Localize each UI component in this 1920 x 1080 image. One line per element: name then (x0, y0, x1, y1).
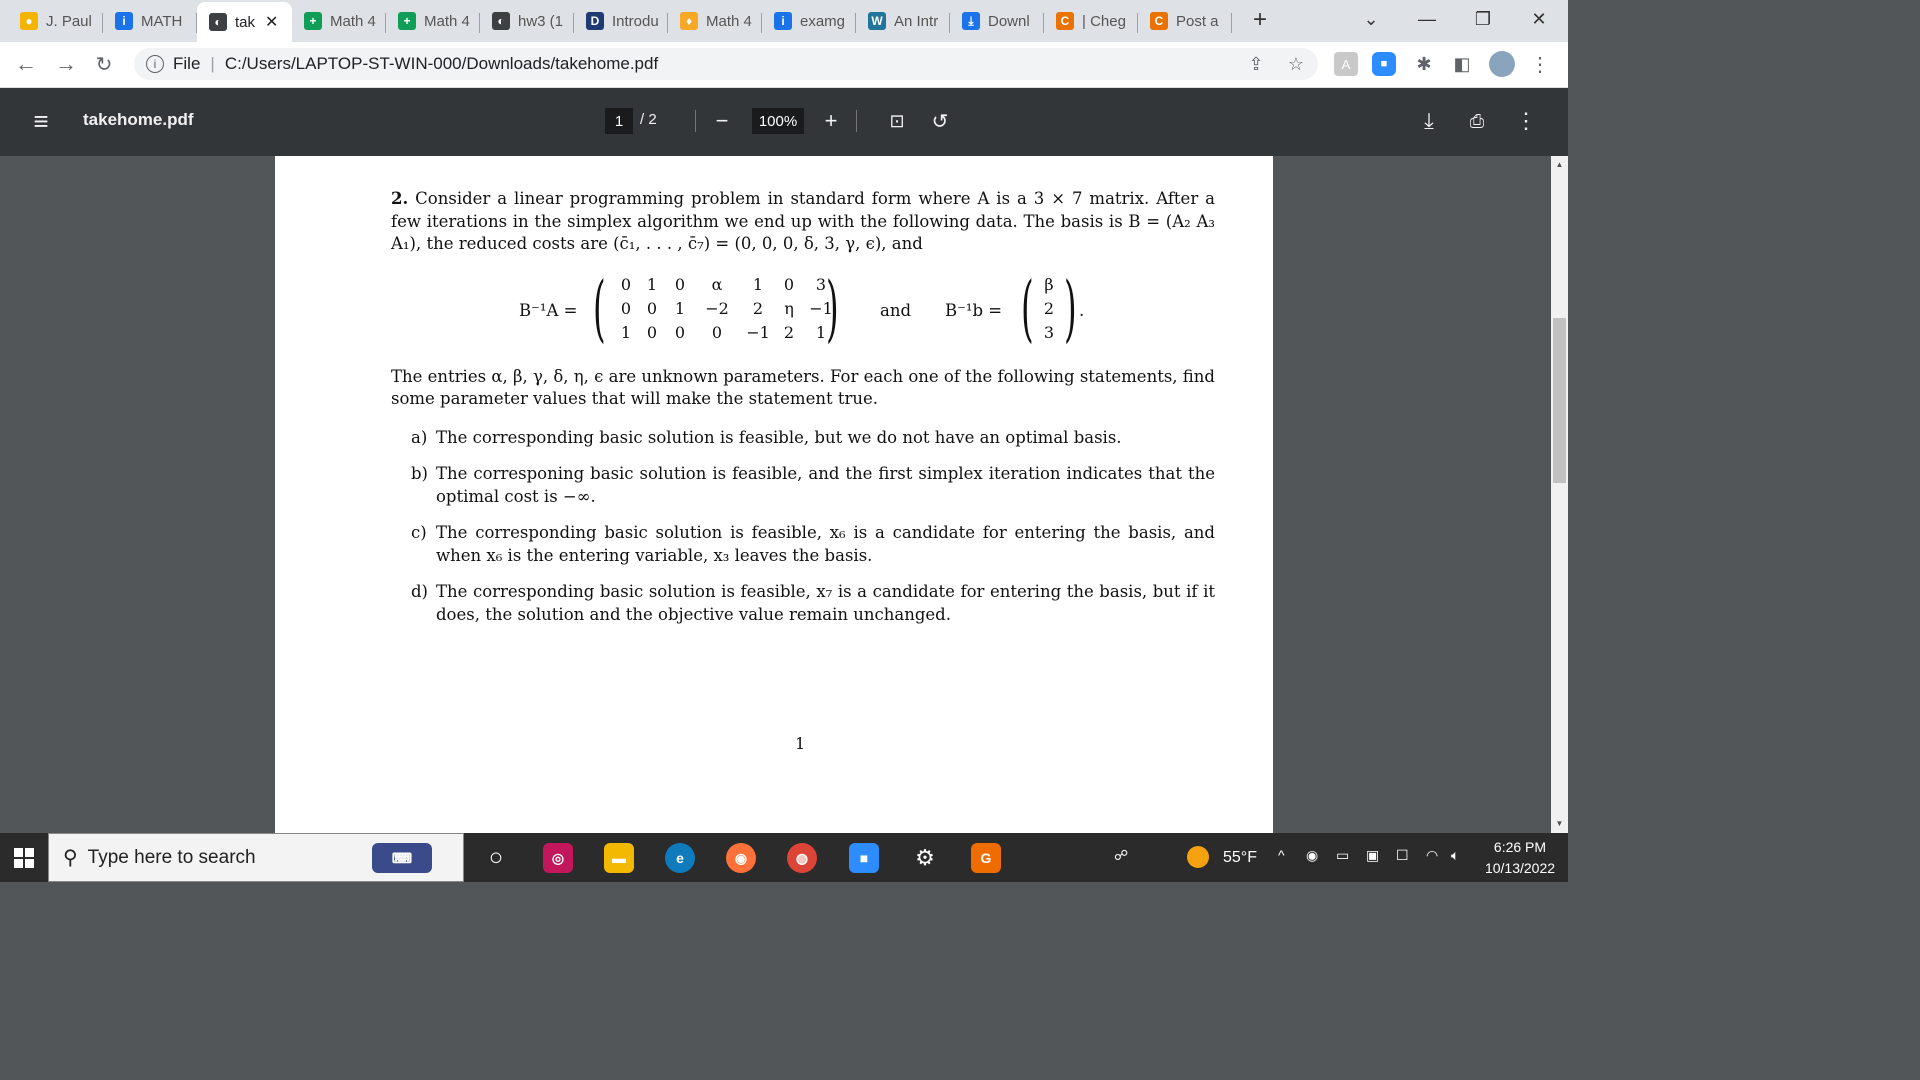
side-panel-icon[interactable]: ◧ (1453, 53, 1471, 74)
binv-b-label: B⁻¹b = (945, 300, 1003, 320)
close-window-icon[interactable]: ✕ (1531, 8, 1547, 29)
matrix-entry: 2 (783, 323, 795, 343)
browser-tab[interactable] (103, 4, 197, 38)
zoom-extension-icon[interactable]: ■ (1372, 52, 1396, 76)
and-label: and (880, 300, 912, 320)
pdf-app-icon[interactable]: G (971, 843, 1001, 873)
display-icon[interactable]: ☐ (1396, 847, 1409, 863)
matrix-entry: 0 (620, 275, 632, 295)
intro-text: Consider a linear programming problem in standard form where A is a 3 × 7 matrix. After a few iterations in the simplex algorithm we end up with the following data. The basis is B = (A₂ A₃ A₁), the reduced costs are (c̄₁, . . . , c̄₇) = (0, 0, 0, δ, 3, γ, ϵ), and (391, 189, 1215, 253)
vector-row (1039, 298, 1059, 322)
matrix-entry: 2 (752, 299, 764, 319)
show-hidden-icons-chevron-icon[interactable]: ^ (1278, 847, 1285, 863)
tab-divider (1231, 13, 1232, 33)
tab-title: Math 4 (424, 12, 470, 30)
forward-arrow-icon[interactable]: → (55, 51, 77, 76)
left-paren: ( (1021, 265, 1034, 350)
profile-avatar[interactable] (1489, 51, 1515, 77)
scroll-thumb[interactable] (1553, 318, 1566, 483)
matrix-entry: −1 (809, 299, 833, 319)
new-tab-button[interactable]: + (1253, 6, 1268, 33)
reload-icon[interactable]: ↻ (95, 53, 113, 76)
left-paren: ( (593, 265, 606, 350)
statement-label: a) (411, 427, 428, 447)
statement-item (411, 463, 1215, 508)
volume-icon[interactable]: 🔈︎ (1451, 847, 1460, 863)
more-options-icon[interactable]: ⋮ (1515, 108, 1537, 133)
matrix-entry: η (784, 299, 794, 319)
page-total: / 2 (640, 111, 657, 128)
cortana-icon[interactable]: ○ (488, 844, 504, 871)
windows-taskbar (0, 833, 1568, 882)
photos-app-icon[interactable]: ◎ (543, 843, 573, 873)
matrix-entry: 3 (815, 275, 827, 295)
tab-title: Post a (1176, 12, 1219, 30)
statement-text: The corresponding basic solution is feasible, x₇ is a candidate for entering the basis, but if it does, the solution and the objective value remain unchanged. (436, 582, 1215, 624)
tab-title: Math 4 (330, 12, 376, 30)
tab-title: An Intr (894, 12, 939, 30)
info-i-icon: i (115, 12, 133, 30)
firefox-icon[interactable]: ◉ (726, 843, 756, 873)
system-clock[interactable] (1478, 837, 1562, 879)
toolbar-divider (856, 110, 857, 132)
profile-icon: ● (20, 12, 38, 30)
zoom-in-icon[interactable]: + (824, 108, 838, 133)
share-icon[interactable]: ⇪ (1248, 53, 1264, 74)
weather-sun-icon[interactable] (1187, 846, 1209, 868)
edge-browser-icon[interactable]: e (665, 843, 695, 873)
statement-item (411, 581, 1215, 626)
browser-tab[interactable] (1044, 4, 1138, 38)
statement-list (411, 427, 1215, 627)
windows-start-icon[interactable] (0, 833, 48, 882)
matrix-entry: 1 (620, 323, 632, 343)
statement-label: b) (411, 464, 428, 483)
flame-icon: ♦ (680, 12, 698, 30)
toolbar-divider (695, 110, 696, 132)
matrix-binv-a (613, 265, 841, 350)
matrix-entry: 0 (674, 323, 686, 343)
tab-search-icon[interactable]: ⌄ (1363, 8, 1379, 29)
url-text[interactable]: C:/Users/LAPTOP-ST-WIN-000/Downloads/takehome.pdf (224, 54, 659, 73)
zoom-level-input[interactable]: 100% (752, 108, 804, 134)
globe-icon: ◐ (209, 13, 227, 31)
info-i-icon: i (774, 12, 792, 30)
browser-tab[interactable] (856, 4, 950, 38)
scroll-up-arrow-icon[interactable]: ▲ (1555, 160, 1564, 169)
address-bar[interactable] (134, 48, 1318, 80)
browser-tab[interactable] (950, 4, 1044, 38)
tab-title: | Cheg (1082, 12, 1126, 30)
browser-tab[interactable] (1138, 4, 1232, 38)
pdf-viewer (0, 156, 1568, 833)
download-icon: ⤓ (962, 12, 980, 30)
chrome-icon[interactable]: ◍ (787, 843, 817, 873)
vertical-scrollbar[interactable] (1551, 156, 1568, 833)
vector-row (1039, 274, 1059, 298)
browser-tab[interactable] (8, 4, 103, 38)
battery-icon[interactable]: ▭ (1336, 847, 1350, 863)
binv-a-label: B⁻¹A = (519, 300, 578, 320)
zoom-out-icon[interactable]: − (715, 108, 729, 133)
url-divider: | (210, 54, 215, 73)
tab-title: Downl (988, 12, 1030, 30)
pdf-page (275, 156, 1273, 833)
browser-tab[interactable] (668, 4, 762, 38)
statement-item (411, 427, 1215, 450)
close-tab-icon[interactable]: ✕ (265, 14, 279, 31)
plus-doc-icon: + (398, 12, 416, 30)
browser-tab[interactable] (480, 4, 574, 38)
matrix-entry: 0 (783, 275, 795, 295)
browser-menu-icon[interactable]: ⋮ (1530, 53, 1550, 76)
vector-entry: β (1044, 275, 1054, 295)
vector-row (1039, 322, 1059, 346)
matrix-entry: 1 (815, 323, 827, 343)
problem-intro (391, 188, 1215, 256)
matrix-entry: 0 (711, 323, 723, 343)
pdf-filename: takehome.pdf (83, 110, 194, 129)
clock-date: 10/13/2022 (1484, 860, 1556, 876)
wordpress-icon: W (868, 12, 886, 30)
page-footer-number: 1 (795, 734, 806, 753)
sidebar-menu-icon[interactable]: ≡ (33, 105, 49, 136)
browser-tab[interactable] (197, 2, 292, 42)
plus-doc-icon: + (304, 12, 322, 30)
problem-number: 2. (391, 189, 409, 208)
tab-title: hw3 (1 (518, 12, 564, 30)
bookmark-star-icon[interactable]: ☆ (1287, 53, 1305, 74)
webcam-icon[interactable]: ▣ (1366, 847, 1380, 863)
scroll-down-arrow-icon[interactable]: ▼ (1555, 819, 1564, 828)
people-icon[interactable]: ☍ (1114, 847, 1129, 863)
statement-label: c) (411, 523, 427, 542)
url-scheme-label: File (173, 54, 201, 73)
settings-gear-icon[interactable]: ⚙ (915, 845, 935, 870)
statement-item (411, 522, 1215, 567)
globe-icon: ◐ (492, 12, 510, 30)
fit-page-icon[interactable]: ⊡ (889, 110, 905, 131)
vector-binv-b (1039, 274, 1059, 346)
address-toolbar (0, 42, 1568, 88)
matrix-entry: 1 (674, 299, 686, 319)
statement-text: The corresponing basic solution is feasible, and the first simplex iteration indicates that the optimal cost is −∞. (436, 464, 1215, 506)
browser-tab[interactable] (386, 4, 480, 38)
restore-icon[interactable]: ❐ (1474, 8, 1492, 29)
page-number-input[interactable]: 1 (605, 108, 633, 134)
rotate-icon[interactable]: ↺ (931, 110, 949, 133)
download-icon[interactable]: ⤓ (1424, 108, 1434, 133)
matrix-entry: 0 (674, 275, 686, 295)
matrix-entry: 0 (646, 323, 658, 343)
back-arrow-icon[interactable]: ← (15, 51, 37, 76)
tab-title: Math 4 (706, 12, 752, 30)
wifi-icon[interactable]: ◠ (1426, 847, 1439, 863)
matrix-entry: 1 (646, 275, 658, 295)
chegg-icon: C (1056, 12, 1074, 30)
matrix-entry: α (711, 275, 723, 295)
tab-title: MATH (141, 12, 183, 30)
browser-tab[interactable] (574, 4, 668, 38)
matrix-entry: 0 (620, 299, 632, 319)
tab-title: Introdu (612, 12, 659, 30)
search-icon: ⚲ (63, 847, 78, 869)
statement-text: The corresponding basic solution is feasible, x₆ is a candidate for entering the basis, and when x₆ is the entering variable, x₃ leaves the basis. (436, 523, 1215, 565)
extensions-puzzle-icon[interactable]: ✱ (1416, 53, 1432, 74)
file-explorer-icon[interactable]: ▬ (604, 843, 634, 873)
print-icon[interactable]: ⎙ (1469, 110, 1485, 131)
parameters-text: The entries α, β, γ, δ, η, ϵ are unknown parameters. For each one of the following statements, find some parameter values that will make the statement true. (391, 366, 1215, 408)
statement-label: d) (411, 582, 428, 601)
statement-text: The corresponding basic solution is feasible, but we do not have an optimal basis. (436, 427, 1122, 447)
vector-entry: 2 (1043, 299, 1055, 319)
matrix-row (613, 274, 841, 298)
tab-title: tak (235, 13, 256, 31)
tab-strip (0, 0, 1568, 42)
browser-tab[interactable] (292, 4, 386, 38)
matrix-row (613, 298, 841, 322)
right-paren: ) (1064, 265, 1077, 350)
matrix-equation (391, 265, 1215, 354)
matrix-entry: 0 (646, 299, 658, 319)
clock-time: 6:26 PM (1493, 839, 1547, 855)
d-icon: D (586, 12, 604, 30)
matrix-entry: −1 (746, 323, 770, 343)
tab-title: J. Paul (46, 12, 92, 30)
matrix-entry: −2 (705, 299, 729, 319)
problem-text (391, 188, 1215, 640)
education-app-icon[interactable]: ⌨ (372, 843, 432, 873)
right-paren: ) (826, 265, 839, 350)
browser-tab[interactable] (762, 4, 856, 38)
zoom-app-icon[interactable]: ■ (849, 843, 879, 873)
matrix-row (613, 322, 841, 346)
period: . (1079, 300, 1085, 320)
acrobat-extension-icon[interactable]: A (1334, 52, 1358, 76)
minimize-icon[interactable]: — (1418, 8, 1436, 29)
weather-temperature[interactable]: 55°F (1223, 849, 1257, 866)
meet-now-icon[interactable]: ◉ (1306, 847, 1319, 863)
info-icon[interactable]: i (146, 55, 164, 73)
chegg-icon: C (1150, 12, 1168, 30)
pdf-toolbar (0, 88, 1568, 156)
search-placeholder: Type here to search (87, 846, 256, 868)
vector-entry: 3 (1043, 323, 1055, 343)
tab-title: examg (800, 12, 846, 30)
matrix-entry: 1 (752, 275, 764, 295)
